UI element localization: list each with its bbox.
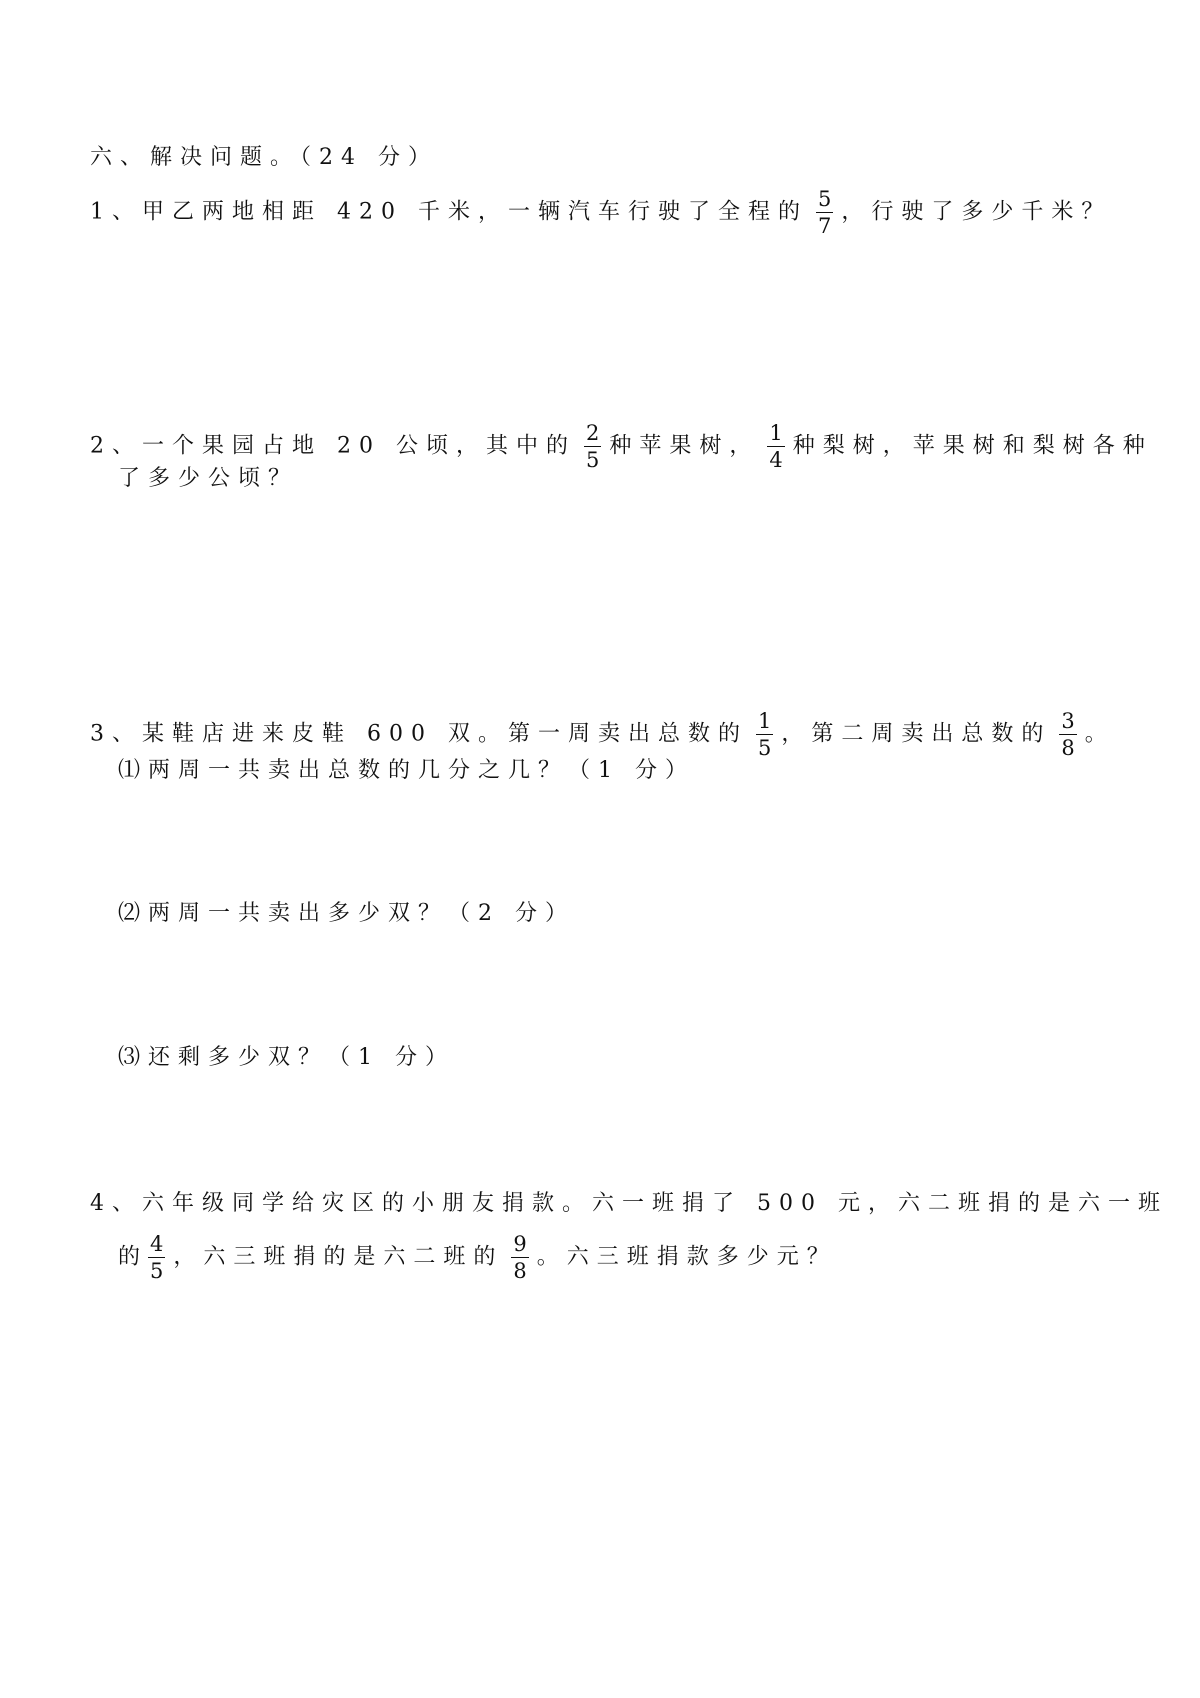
fraction-numerator: 2 xyxy=(585,421,600,445)
question-3 xyxy=(90,710,1115,759)
q1-fraction xyxy=(816,188,833,237)
q1-text-b: ，行驶了多少千米？ xyxy=(841,199,1112,225)
fraction-numerator: 1 xyxy=(769,421,783,445)
fraction-numerator: 3 xyxy=(1061,709,1075,733)
fraction-denominator: 5 xyxy=(757,736,772,760)
fraction-denominator: 7 xyxy=(817,214,832,238)
question-4 xyxy=(90,1189,1168,1219)
q4-text-b: ，六三班捐的是六二班的 xyxy=(173,1244,504,1270)
fraction-numerator: 5 xyxy=(817,187,832,211)
fraction-numerator: 4 xyxy=(150,1232,164,1256)
fraction-denominator: 4 xyxy=(769,448,783,472)
fraction-denominator: 8 xyxy=(513,1259,527,1283)
q3-sub1-text: ⑴两周一共卖出总数的几分之几？（1 分） xyxy=(118,758,695,783)
fraction-numerator: 9 xyxy=(513,1232,527,1256)
section-title xyxy=(90,143,438,173)
question-3-sub-2 xyxy=(118,899,575,929)
q3-fraction-2 xyxy=(1059,710,1076,759)
question-1 xyxy=(90,188,1111,237)
fraction-denominator: 8 xyxy=(1061,736,1075,760)
q2-text-c: 种梨树，苹果树和梨树各种 xyxy=(792,433,1153,459)
q4-text-c: 。六三班捐款多少元？ xyxy=(536,1244,837,1270)
q3-text-a: 3、某鞋店进来皮鞋 600 双。第一周卖出总数的 xyxy=(90,721,748,747)
q4-text-line1: 4、六年级同学给灾区的小朋友捐款。六一班捐了 500 元，六二班捐的是六一班 xyxy=(90,1191,1168,1216)
q4-fraction-2 xyxy=(511,1233,528,1282)
q3-text-c: 。 xyxy=(1084,721,1115,747)
question-3-sub-3 xyxy=(118,1043,455,1073)
q3-fraction-1 xyxy=(756,710,773,759)
fraction-denominator: 5 xyxy=(585,448,600,472)
q2-text-a: 2、一个果园占地 20 公顷，其中的 xyxy=(90,433,576,459)
q4-text-a: 的 xyxy=(118,1244,149,1270)
section-title-text: 六、解决问题。（24 分） xyxy=(90,145,438,170)
q2-text-line2: 了多少公顷？ xyxy=(118,466,299,491)
fraction-numerator: 1 xyxy=(757,709,772,733)
question-4-line-2 xyxy=(118,1233,837,1282)
q1-text-a: 1、甲乙两地相距 420 千米，一辆汽车行驶了全程的 xyxy=(90,199,808,225)
question-2-line-2 xyxy=(118,464,298,494)
q2-fraction-2 xyxy=(767,422,784,471)
q2-fraction-1 xyxy=(584,422,601,471)
q4-fraction-1 xyxy=(148,1233,165,1282)
q2-text-b: 种苹果树， xyxy=(609,433,760,459)
fraction-denominator: 5 xyxy=(150,1259,164,1283)
q3-sub2-text: ⑵两周一共卖出多少双？（2 分） xyxy=(118,901,575,926)
q3-sub3-text: ⑶还剩多少双？（1 分） xyxy=(118,1045,455,1070)
question-3-sub-1 xyxy=(118,756,695,786)
q3-text-b: ，第二周卖出总数的 xyxy=(781,721,1052,747)
